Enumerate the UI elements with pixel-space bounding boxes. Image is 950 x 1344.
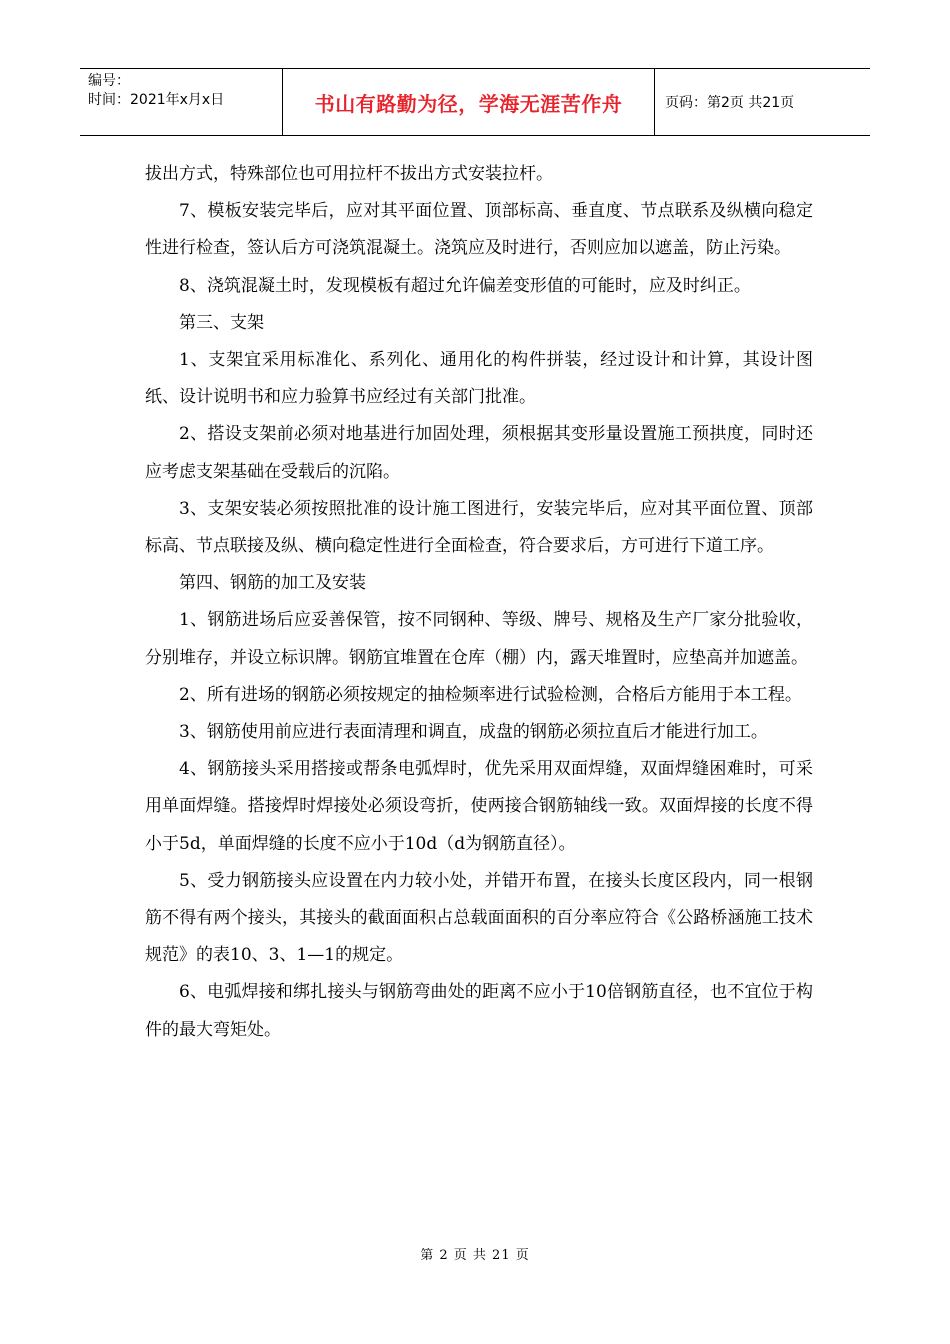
document-body xyxy=(145,156,813,1049)
document-number-label: 编号： xyxy=(88,73,130,89)
paragraph: 1、钢筋进场后应妥善保管，按不同钢种、等级、牌号、规格及生产厂家分批验收，分别堆存，并设立标识牌。钢筋宜堆置在仓库（棚）内，露天堆置时，应垫高并加遮盖。 xyxy=(145,610,813,668)
paragraph: 3、钢筋使用前应进行表面清理和调直，成盘的钢筋必须拉直后才能进行加工。 xyxy=(179,722,768,743)
paragraph: 7、模板安装完毕后，应对其平面位置、顶部标高、垂直度、节点联系及纵横向稳定性进行检查，签认后方可浇筑混凝土。浇筑应及时进行，否则应加以遮盖，防止污染。 xyxy=(145,201,813,259)
page-header xyxy=(80,68,870,136)
header-motto: 书山有路勤为径，学海无涯苦作舟 xyxy=(283,69,655,135)
paragraph: 拔出方式，特殊部位也可用拉杆不拔出方式安装拉杆。 xyxy=(145,164,553,184)
paragraph: 1、支架宜采用标准化、系列化、通用化的构件拼装，经过设计和计算，其设计图纸、设计说明书和应力验算书应经过有关部门批准。 xyxy=(145,350,813,408)
paragraph: 2、所有进场的钢筋必须按规定的抽检频率进行试验检测，合格后方能用于本工程。 xyxy=(179,684,802,705)
page-footer: 第 2 页 共 21 页 xyxy=(420,1248,530,1263)
paragraph: 3、支架安装必须按照批准的设计施工图进行，安装完毕后，应对其平面位置、顶部标高、节点联接及纵、横向稳定性进行全面检查，符合要求后，方可进行下道工序。 xyxy=(145,498,813,557)
paragraph: 2、搭设支架前必须对地基进行加固处理，须根据其变形量设置施工预拱度，同时还应考虑支架基础在受载后的沉陷。 xyxy=(145,424,813,482)
paragraph: 4、钢筋接头采用搭接或帮条电弧焊时，优先采用双面焊缝，双面焊缝困难时，可采用单面焊缝。搭接焊时焊接处必须设弯折，使两接合钢筋轴线一致。双面焊接的长度不得小于5d，单面焊缝的长度不应小于10d（d为钢筋直径）。 xyxy=(145,759,813,854)
document-date: 时间：2021年x月x日 xyxy=(88,92,225,108)
paragraph: 5、受力钢筋接头应设置在内力较小处，并错开布置，在接头长度区段内，同一根钢筋不得有两个接头，其接头的截面面积占总载面面积的百分率应符合《公路桥涵施工技术规范》的表10、3、1—1的规定。 xyxy=(145,870,813,966)
header-meta xyxy=(80,69,283,135)
header-page-info: 页码：第2页 共21页 xyxy=(665,95,795,111)
section-heading: 第三、支架 xyxy=(179,312,264,333)
section-heading: 第四、钢筋的加工及安装 xyxy=(179,573,366,594)
paragraph: 8、浇筑混凝土时，发现模板有超过允许偏差变形值的可能时，应及时纠正。 xyxy=(179,275,751,296)
paragraph: 6、电弧焊接和绑扎接头与钢筋弯曲处的距离不应小于10倍钢筋直径，也不宜位于构件的最大弯矩处。 xyxy=(145,982,813,1040)
